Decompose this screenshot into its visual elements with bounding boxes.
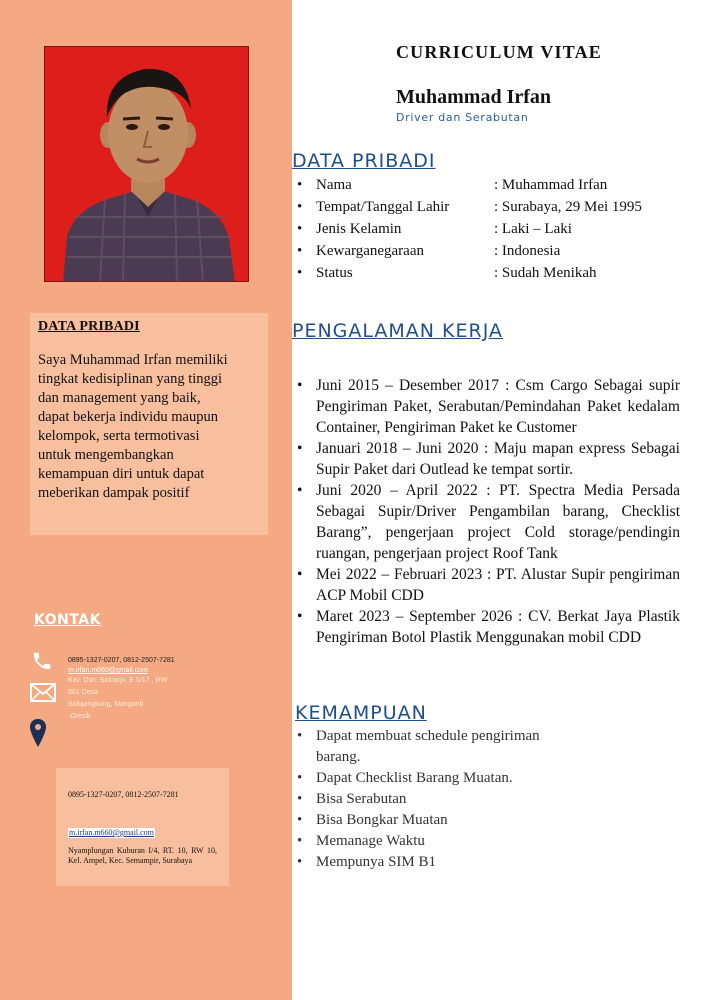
list-item: • Bisa Bongkar Muatan [292, 810, 582, 831]
faint-address-line: 001 Desa [68, 689, 98, 696]
mail-icon [30, 683, 56, 702]
list-item: • Tempat/Tanggal Lahir : Surabaya, 29 Mei 1995 [292, 196, 692, 218]
list-item: • Status : Sudah Menikah [292, 262, 692, 284]
faint-address-line: -Gresik [68, 713, 91, 720]
about-line: meberikan dampak positif [38, 485, 190, 501]
faint-email[interactable]: m.irfan.m660@gmail.com [68, 667, 148, 674]
skills-list [292, 726, 582, 873]
about-text [38, 351, 260, 503]
kontak-title: KONTAK [34, 612, 101, 628]
faint-address-line: Sidojangkung, Manganti [68, 701, 144, 708]
list-item: • Januari 2018 – Juni 2020 : Maju mapan express Sebagai Supir Paket dari Outlead ke tempat sortir. [292, 438, 680, 480]
main-content [292, 0, 706, 1000]
person-name: Muhammad Irfan [396, 86, 552, 108]
list-item: • Juni 2020 – April 2022 : PT. Spectra Media Persada Sebagai Supir/Driver Pengambilan barang, Checklist Barang”, pengerjaan project Cold storage/pendingin ruangan, pengerjaan project Roof Tank [292, 480, 680, 564]
contact-phone: 0895-1327-0207, 0812-2507-7281 [68, 790, 179, 799]
about-line: kelompok, serta termotivasi [38, 428, 200, 444]
list-item: • Jenis Kelamin : Laki – Laki [292, 218, 692, 240]
about-line: kemampuan diri untuk dapat [38, 466, 205, 482]
about-line: untuk mengembangkan [38, 447, 174, 463]
contact-address: Nyamplungan Kuburan I/4, RT. 10, RW 10, Kel. Ampel, Kec. Semampir, Surabaya [68, 846, 217, 865]
contact-email-link[interactable]: m.irfan.m660@gmail.com [69, 828, 154, 837]
personal-data-list [292, 174, 692, 284]
experience-list [292, 375, 680, 648]
faint-address-line: Kav. Dsn. Sidoarjo, E 5/17 , RW [68, 677, 167, 684]
section-title-data-pribadi: DATA PRIBADI [292, 150, 436, 172]
about-line: Saya Muhammad Irfan memiliki [38, 352, 228, 368]
section-title-pengalaman: PENGALAMAN KERJA [292, 320, 503, 342]
list-item: • Kewarganegaraan : Indonesia [292, 240, 692, 262]
person-role: Driver dan Serabutan [396, 111, 529, 124]
about-line: dan management yang baik, [38, 390, 201, 406]
list-item: • Dapat membuat schedule pengiriman barang. [292, 726, 546, 768]
list-item: • Nama : Muhammad Irfan [292, 174, 692, 196]
list-item: • Bisa Serabutan [292, 789, 582, 810]
list-item: • Memanage Waktu [292, 831, 582, 852]
list-item: • Juni 2015 – Desember 2017 : Csm Cargo Sebagai supir Pengiriman Paket, Serabutan/Pemindahan Paket kedalam Container, Pengiriman Paket ke Customer [292, 375, 680, 438]
contact-box [56, 768, 229, 886]
about-line: tingkat kedisiplinan yang tinggi [38, 371, 223, 387]
section-title-kemampuan: KEMAMPUAN [295, 702, 427, 724]
about-line: dapat bekerja individu maupun [38, 409, 218, 425]
phone-icon [31, 650, 53, 672]
list-item: • Dapat Checklist Barang Muatan. [292, 768, 582, 789]
document-title: CURRICULUM VITAE [395, 42, 603, 62]
location-pin-icon [29, 718, 47, 748]
list-item: • Mei 2022 – Februari 2023 : PT. Alustar Supir pengiriman ACP Mobil CDD [292, 564, 680, 606]
profile-photo [44, 46, 249, 282]
list-item: • Mempunya SIM B1 [292, 852, 582, 873]
about-box [30, 313, 268, 535]
list-item: • Maret 2023 – September 2026 : CV. Berkat Jaya Plastik Pengiriman Botol Plastik Menggunakan mobil CDD [292, 606, 680, 648]
about-title: DATA PRIBADI [38, 319, 140, 334]
faint-phone: 0895-1327-0207, 0812-2507-7281 [68, 657, 175, 664]
